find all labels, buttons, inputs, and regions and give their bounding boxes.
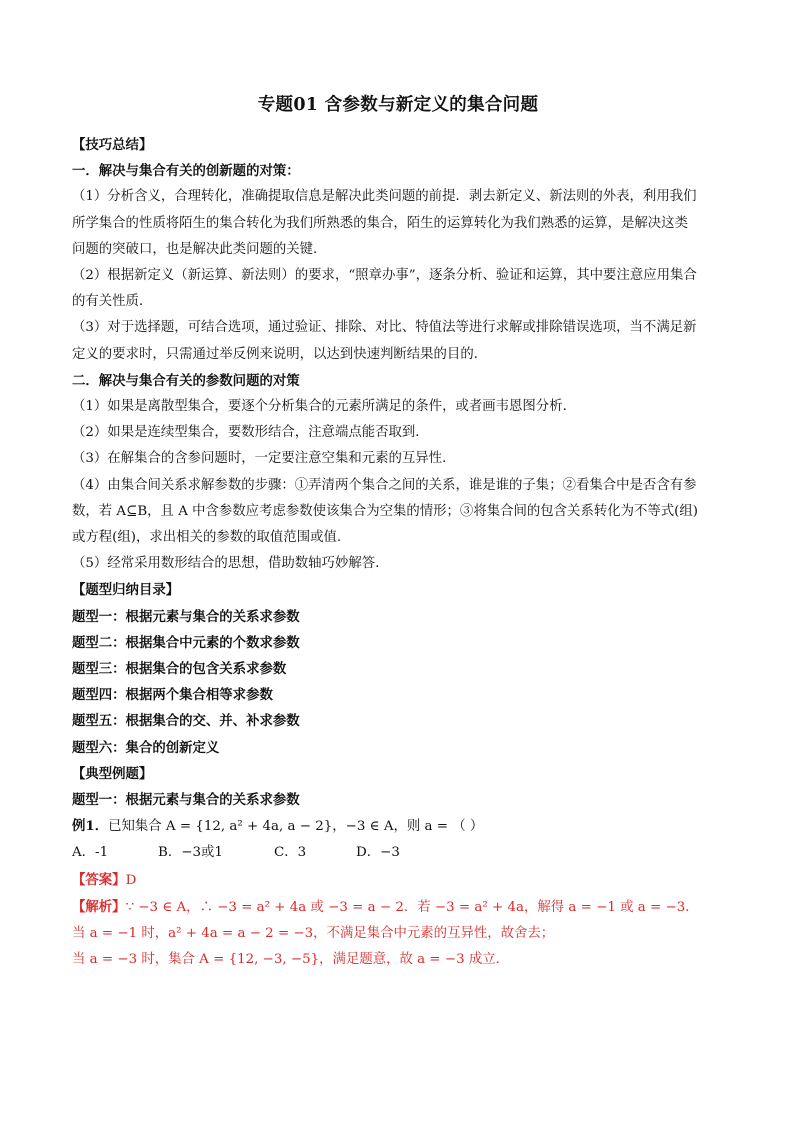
analysis-line-1 [72, 894, 724, 921]
analysis-text-1: ∵ −3 ∈ A，∴ −3 = a² + 4a 或 −3 = a − 2．若 −3 = a² + 4a，解得 a = −1 或 a = −3． [125, 899, 699, 915]
option-c: C．3 [274, 845, 307, 861]
paragraph-1-3b: 定义的要求时，只需通过举反例来说明，以达到快速判断结果的目的． [72, 346, 488, 362]
type1-header: 题型一：根据元素与集合的关系求参数 [72, 792, 300, 809]
paragraph-2-4c: 或方程(组)，求出相关的参数的取值范围或值. [72, 530, 342, 546]
skills-header: 【技巧总结】 [72, 137, 153, 153]
option-d: D．−3 [356, 845, 400, 861]
paragraph-2-1: （1）如果是离散型集合，要逐个分析集合的元素所满足的条件，或者画韦恩图分析． [72, 399, 576, 415]
option-b: B．−3或1 [158, 845, 223, 861]
analysis-label: 【解析】 [72, 898, 126, 915]
paragraph-1-1a: （1）分析含义，合理转化，准确提取信息是解决此类问题的前提．剥去新定义、新法则的外表，利用我们 [72, 189, 697, 205]
example1-options [72, 840, 724, 866]
catalog-header: 【题型归纳目录】 [72, 582, 180, 599]
part1-header: 一．解决与集合有关的创新题的对策： [72, 163, 300, 180]
option-a: A．-1 [72, 845, 109, 861]
example1-label: 例1． [72, 818, 109, 835]
catalog-item: 题型四：根据两个集合相等求参数 [72, 687, 273, 704]
example1-question-line [72, 813, 724, 840]
paragraph-1-1c: 问题的突破口，也是解决此类问题的关键． [72, 241, 327, 257]
example1-question: 已知集合 A = {12, a² + 4a, a − 2}，−3 ∈ A，则 a = （ ） [108, 819, 484, 835]
catalog-item: 题型一：根据元素与集合的关系求参数 [72, 608, 300, 625]
analysis-line-3: 当 a = −3 时，集合 A = {12, −3, −5}，满足题意，故 a = −3 成立． [72, 952, 510, 968]
document-content [72, 92, 724, 974]
examples-header: 【典型例题】 [72, 765, 153, 782]
paragraph-2-4b: 数，若 A⊆B，且 A 中含参数应考虑参数使该集合为空集的情形；③将集合间的包含关系转化为不等式(组) [72, 503, 699, 519]
catalog-item: 题型二：根据集合中元素的个数求参数 [72, 634, 300, 651]
paragraph-1-2a: （2）根据新定义（新运算、新法则）的要求，“照章办事”，逐条分析、验证和运算，其中要注意应用集合 [72, 268, 697, 284]
paragraph-2-3: （3）在解集合的含参问题时，一定要注意空集和元素的互异性． [72, 451, 456, 467]
page-title: 专题01 含参数与新定义的集合问题 [257, 95, 539, 115]
analysis-line-2: 当 a = −1 时，a² + 4a = a − 2 = −3，不满足集合中元素的互异性，故舍去； [72, 926, 555, 942]
catalog-item: 题型五：根据集合的交、并、补求参数 [72, 713, 300, 730]
answer-label: 【答案】 [72, 871, 126, 888]
paragraph-1-2b: 的有关性质． [72, 294, 153, 310]
catalog-item: 题型三：根据集合的包含关系求参数 [72, 661, 287, 678]
paragraph-2-5: （5）经常采用数形结合的思想，借助数轴巧妙解答. [72, 556, 380, 572]
paragraph-2-4a: （4）由集合间关系求解参数的步骤：①弄清两个集合之间的关系，谁是谁的子集；②看集合中是否含有参 [72, 477, 697, 493]
paragraph-1-1b: 所学集合的性质将陌生的集合转化为我们所熟悉的集合，陌生的运算转化为我们熟悉的运算，是解决这类 [72, 215, 688, 231]
answer-line [72, 867, 724, 894]
catalog-item: 题型六：集合的创新定义 [72, 739, 220, 756]
part2-header: 二．解决与集合有关的参数问题的对策 [72, 372, 300, 389]
answer-value: D [125, 872, 137, 888]
paragraph-1-3a: （3）对于选择题，可结合选项，通过验证、排除、对比、特值法等进行求解或排除错误选项，当不满足新 [72, 320, 697, 336]
paragraph-2-2: （2）如果是连续型集合，要数形结合，注意端点能否取到． [72, 425, 429, 441]
